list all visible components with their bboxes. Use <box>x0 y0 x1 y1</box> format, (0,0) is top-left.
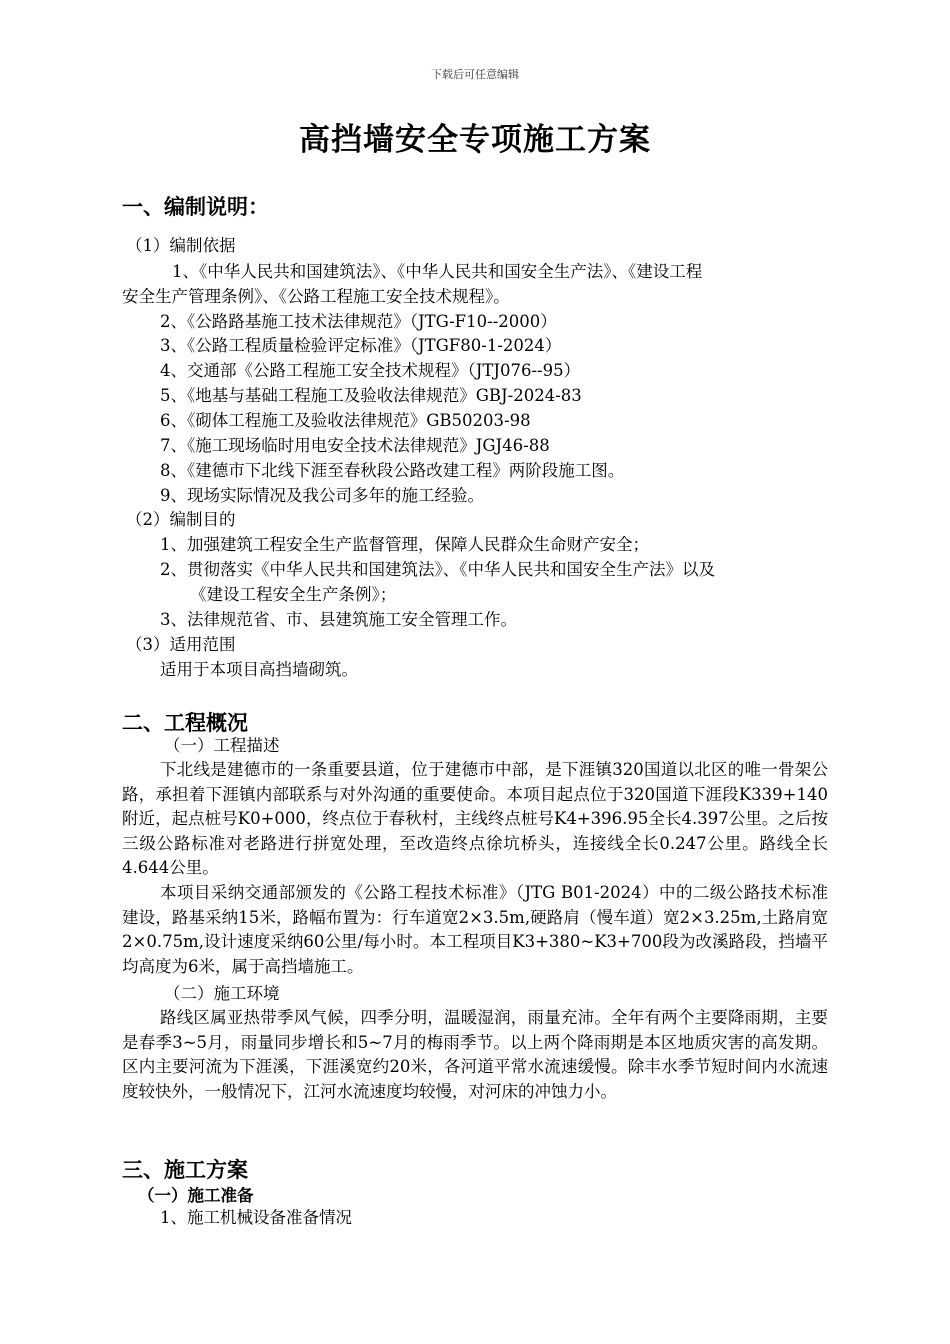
basis-item: 3、《公路工程质量检验评定标准》（JTGF80-1-2024） <box>160 336 562 355</box>
subsection-heading-bold: （一）施工准备 <box>138 1186 254 1205</box>
paragraph-project-description: 下北线是建德市的一条重要县道，位于建德市中部，是下涯镇320国道以北区的唯一骨架公路，承担着下涯镇内部联系与对外沟通的重要使命。本项目起点位于320国道下涯段K339+140附近，起点桩号K0+000，终点位于春秋村，主线终点桩号K4+396.95全长4.397公里。之后按三级公路标准对老路进行拼宽处理，至改造终点徐坑桥头，连接线全长0.247公里。路线全长4.644公里。 <box>122 760 828 878</box>
paragraph-construction-environment: 路线区属亚热带季风气候，四季分明，温暖湿润，雨量充沛。全年有两个主要降雨期，主要是春季3~5月，雨量同步增长和5~7月的梅雨季节。以上两个降雨期是本区地质灾害的高发期。区内主要河流为下涯溪，下涯溪宽约20米，各河道平常水流速缓慢。除丰水季节短时间内水流速度较快外，一般情况下，江河水流速度均较慢，对河床的冲蚀力小。 <box>122 1008 828 1101</box>
document-title: 高挡墙安全专项施工方案 <box>299 122 651 158</box>
subsection-heading: （一）工程描述 <box>164 736 280 755</box>
basis-heading: （1）编制依据 <box>126 236 236 255</box>
section-heading-1: 一、编制说明： <box>122 194 269 219</box>
list-item: 1、施工机械设备准备情况 <box>160 1208 352 1227</box>
section-heading-2: 二、工程概况 <box>122 710 248 735</box>
basis-item: 7、《施工现场临时用电安全技术法律规范》JGJ46-88 <box>160 436 550 455</box>
header-note: 下载后可任意编辑 <box>431 68 519 81</box>
purpose-item-2-line-1: 2、贯彻落实《中华人民共和国建筑法》、《中华人民共和国安全生产法》以及 <box>160 560 715 579</box>
paragraph-technical-standard: 本项目采纳交通部颁发的《公路工程技术标准》（JTG B01-2024）中的二级公路技术标准建设，路基采纳15米，路幅布置为：行车道宽2×3.5m,硬路肩（慢车道）宽2×3.25m,土路肩宽2×0.75m,设计速度采纳60公里/每小时。本工程项目K3+380~K3+700段为改溪路段，挡墙平均高度为6米，属于高挡墙施工。 <box>122 883 828 976</box>
purpose-item-1: 1、加强建筑工程安全生产监督管理，保障人民群众生命财产安全； <box>160 535 649 554</box>
basis-item: 8、《建德市下北线下涯至春秋段公路改建工程》两阶段施工图。 <box>160 461 625 480</box>
basis-item: 2、《公路路基施工技术法律规范》（JTG-F10--2000） <box>160 312 557 331</box>
scope-heading: （3）适用范围 <box>126 635 236 654</box>
subsection-heading: （二）施工环境 <box>164 984 280 1003</box>
basis-item: 9、现场实际情况及我公司多年的施工经验。 <box>160 486 484 505</box>
basis-item: 5、《地基与基础工程施工及验收法律规范》GBJ-2024-83 <box>160 386 582 405</box>
purpose-item-2-line-2: 《建设工程安全生产条例》； <box>190 585 397 604</box>
purpose-heading: （2）编制目的 <box>126 510 236 529</box>
basis-item-1-line-2: 安全生产管理条例》、《公路工程施工安全技术规程》。 <box>122 287 510 306</box>
basis-item: 4、交通部《公路工程施工安全技术规程》（JTJ076--95） <box>160 361 581 380</box>
purpose-item-3: 3、法律规范省、市、县建筑施工安全管理工作。 <box>160 610 517 629</box>
section-heading-3: 三、施工方案 <box>122 1157 248 1182</box>
basis-item: 6、《砌体工程施工及验收法律规范》GB50203-98 <box>160 411 531 430</box>
basis-item-1-line-1: 1、《中华人民共和国建筑法》、《中华人民共和国安全生产法》、《建设工程 <box>172 262 703 281</box>
scope-text: 适用于本项目高挡墙砌筑。 <box>160 660 358 679</box>
